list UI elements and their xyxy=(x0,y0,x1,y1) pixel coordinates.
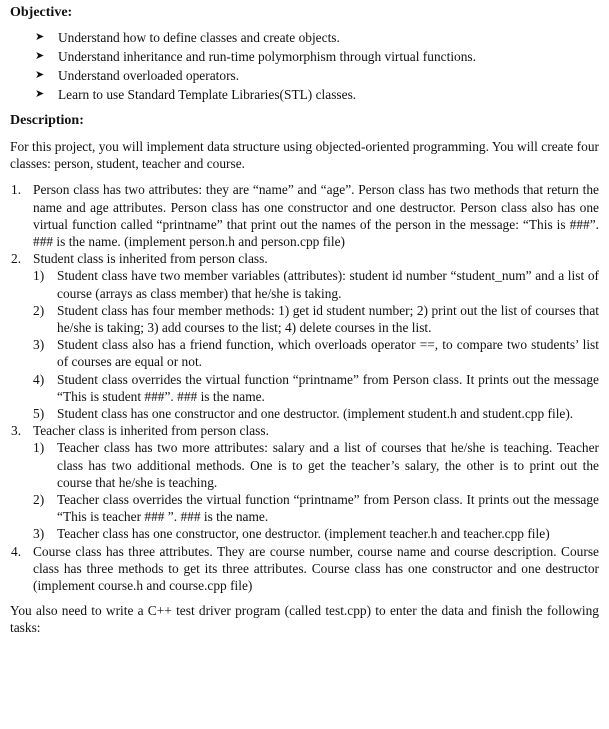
student-sub-list xyxy=(10,267,599,422)
item-number: 1. xyxy=(11,182,22,198)
objective-list xyxy=(10,29,599,103)
sub-item-text: Teacher class has one constructor, one destructor. (implement teacher.h and teacher.cpp file) xyxy=(57,526,550,542)
sub-item-number: 1) xyxy=(33,440,45,456)
sub-item-text: Teacher class overrides the virtual function “printname” from Person class. It prints out the message “This is teacher ### ”. ### is the name. xyxy=(57,492,599,525)
sub-item-number: 3) xyxy=(33,526,45,542)
arrow-right-icon: ➤ xyxy=(35,50,45,62)
description-heading: Description: xyxy=(10,112,84,128)
description-outro: You also need to write a C++ test driver program (called test.cpp) to enter the data and finish the following tasks: xyxy=(10,603,599,636)
list-item xyxy=(10,422,599,439)
objective-item-text: Learn to use Standard Template Libraries(STL) classes. xyxy=(58,86,357,102)
sub-list-item xyxy=(10,371,599,405)
sub-item-text: Student class has one constructor and one destructor. (implement student.h and student.cpp file). xyxy=(57,406,574,422)
class-list xyxy=(10,250,599,267)
sub-list-item xyxy=(10,525,599,542)
sub-item-number: 2) xyxy=(33,302,45,318)
objective-item xyxy=(35,29,599,46)
objective-item-text: Understand how to define classes and create objects. xyxy=(58,30,340,46)
sub-list-item xyxy=(10,336,599,370)
sub-list-item xyxy=(10,302,599,336)
item-number: 3. xyxy=(11,423,22,439)
sub-item-text: Student class have two member variables (attributes): student id number “student_num” and a list of course (arrays as class member) that he/she is taking. xyxy=(57,268,599,301)
item-number: 4. xyxy=(11,543,22,559)
item-text: Course class has three attributes. They are course number, course name and course description. Course class has three methods to get its three attributes. Course class has one constructor and one destructor (implement course.h and course.cpp file) xyxy=(33,543,599,594)
sub-list-item xyxy=(10,267,599,301)
list-item xyxy=(10,543,599,595)
objective-heading: Objective: xyxy=(10,5,73,20)
sub-item-number: 4) xyxy=(33,371,45,387)
objective-item-text: Understand overloaded operators. xyxy=(58,67,240,83)
sub-item-text: Student class also has a friend function, which overloads operator ==, to compare two students’ list of courses are equal or not. xyxy=(57,337,599,370)
item-text: Person class has two attributes: they are “name” and “age”. Person class has two methods that return the name and age attributes. Person class has one constructor and one destructor. Person class also has one virtual function called “printname” that print out the names of the person in the message: “This is ###”. ### is the name. (implement person.h and person.cpp file) xyxy=(33,182,599,250)
arrow-right-icon: ➤ xyxy=(35,68,45,81)
sub-item-number: 2) xyxy=(33,492,45,508)
class-list xyxy=(10,181,599,250)
objective-item xyxy=(35,67,599,84)
list-item xyxy=(10,181,599,250)
arrow-right-icon: ➤ xyxy=(35,87,45,100)
sub-item-text: Student class overrides the virtual function “printname” from Person class. It prints out the message “This is student ###”. ### is the name. xyxy=(57,371,599,404)
sub-list-item xyxy=(10,439,599,491)
teacher-sub-list xyxy=(10,439,599,542)
objective-item xyxy=(35,86,599,103)
item-number: 2. xyxy=(11,251,22,267)
description-intro: For this project, you will implement data structure using objected-oriented programming. You will create four classes: person, student, teacher and course. xyxy=(10,139,599,172)
class-list xyxy=(10,422,599,439)
list-item xyxy=(10,250,599,267)
sub-list-item xyxy=(10,491,599,525)
item-text: Teacher class is inherited from person class. xyxy=(33,423,269,439)
objective-item xyxy=(35,48,599,65)
sub-item-text: Student class has four member methods: 1) get id student number; 2) print out the list of courses that he/she is taking; 3) add courses to the list; 4) delete courses in the list. xyxy=(57,302,599,336)
objective-item-text: Understand inheritance and run-time polymorphism through virtual functions. xyxy=(58,49,476,64)
sub-item-number: 5) xyxy=(33,406,45,422)
sub-item-text: Teacher class has two more attributes: salary and a list of courses that he/she is teaching. Teacher class has two additional methods. One is to get the teacher’s salary, the other is to print out the course that he/she is teaching. xyxy=(57,440,599,490)
sub-item-number: 1) xyxy=(33,268,45,284)
sub-list-item xyxy=(10,405,599,422)
arrow-right-icon: ➤ xyxy=(35,31,45,44)
class-list xyxy=(10,543,599,595)
item-text: Student class is inherited from person class. xyxy=(33,251,268,267)
sub-item-number: 3) xyxy=(33,337,45,353)
